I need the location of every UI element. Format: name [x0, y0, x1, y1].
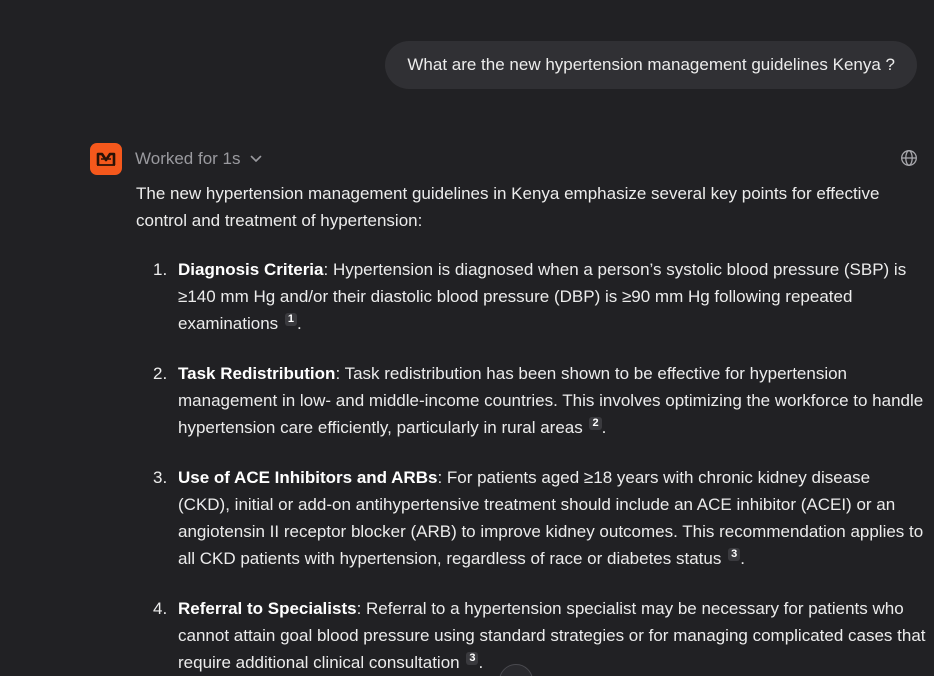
- list-item-title: Task Redistribution: [178, 364, 336, 383]
- list-item-title: Diagnosis Criteria: [178, 260, 324, 279]
- list-item-title: Use of ACE Inhibitors and ARBs: [178, 468, 438, 487]
- list-item: [136, 464, 926, 572]
- list-item-title: Referral to Specialists: [178, 599, 357, 618]
- globe-icon[interactable]: [900, 149, 918, 167]
- worked-status-toggle[interactable]: [135, 149, 262, 169]
- user-message-text: What are the new hypertension management guidelines Kenya ?: [407, 55, 895, 74]
- list-item-text: : For patients aged ≥18 years with chronic kidney disease (CKD), initial or add-on antihypertensive treatment should include an ACE inhibitor (ACEI) or an angiotensin II receptor blocker (ARB) to improve kidney outcomes. This recommendation applies to all CKD patients with hypertension, regardless of race or diabetes status: [178, 468, 924, 568]
- citation-badge[interactable]: 2: [589, 417, 601, 430]
- guideline-list: [136, 256, 926, 676]
- assistant-intro-text: The new hypertension management guidelines in Kenya emphasize several key points for effective control and treatment of hypertension:: [136, 184, 880, 230]
- m-logo-icon: [96, 151, 116, 167]
- list-item-end: .: [740, 549, 745, 568]
- worked-status-text: Worked for 1s: [135, 149, 241, 168]
- list-item-number: 2.: [153, 364, 168, 383]
- citation-badge[interactable]: 3: [728, 548, 740, 561]
- list-item: [136, 595, 926, 676]
- list-item-number: 3.: [153, 468, 168, 487]
- list-item-text: : Referral to a hypertension specialist may be necessary for patients who cannot attain goal blood pressure using standard strategies or for managing complicated cases that require additional clinical consultation: [178, 599, 926, 672]
- list-item-text: : Hypertension is diagnosed when a person’s systolic blood pressure (SBP) is ≥140 mm Hg and/or their diastolic blood pressure (DBP) is ≥90 mm Hg following repeated examinations: [178, 260, 907, 333]
- list-item-number: 1.: [153, 260, 168, 279]
- list-item-end: .: [478, 653, 484, 672]
- user-message-bubble: [385, 41, 917, 89]
- list-item-end: .: [297, 314, 302, 333]
- citation-badge[interactable]: 3: [466, 652, 478, 665]
- list-item: [136, 256, 926, 337]
- chevron-down-icon: [250, 155, 262, 163]
- list-item-number: 4.: [153, 599, 168, 618]
- assistant-avatar: [90, 143, 122, 175]
- list-item-end: .: [601, 418, 607, 437]
- list-item-text: : Task redistribution has been shown to be effective for hypertension management in low- and middle-income countries. This involves optimizing the workforce to handle hypertension care efficiently, particularly in rural areas: [178, 364, 924, 437]
- assistant-header: [90, 143, 262, 175]
- citation-badge[interactable]: 1: [285, 313, 297, 326]
- list-item: [136, 360, 926, 441]
